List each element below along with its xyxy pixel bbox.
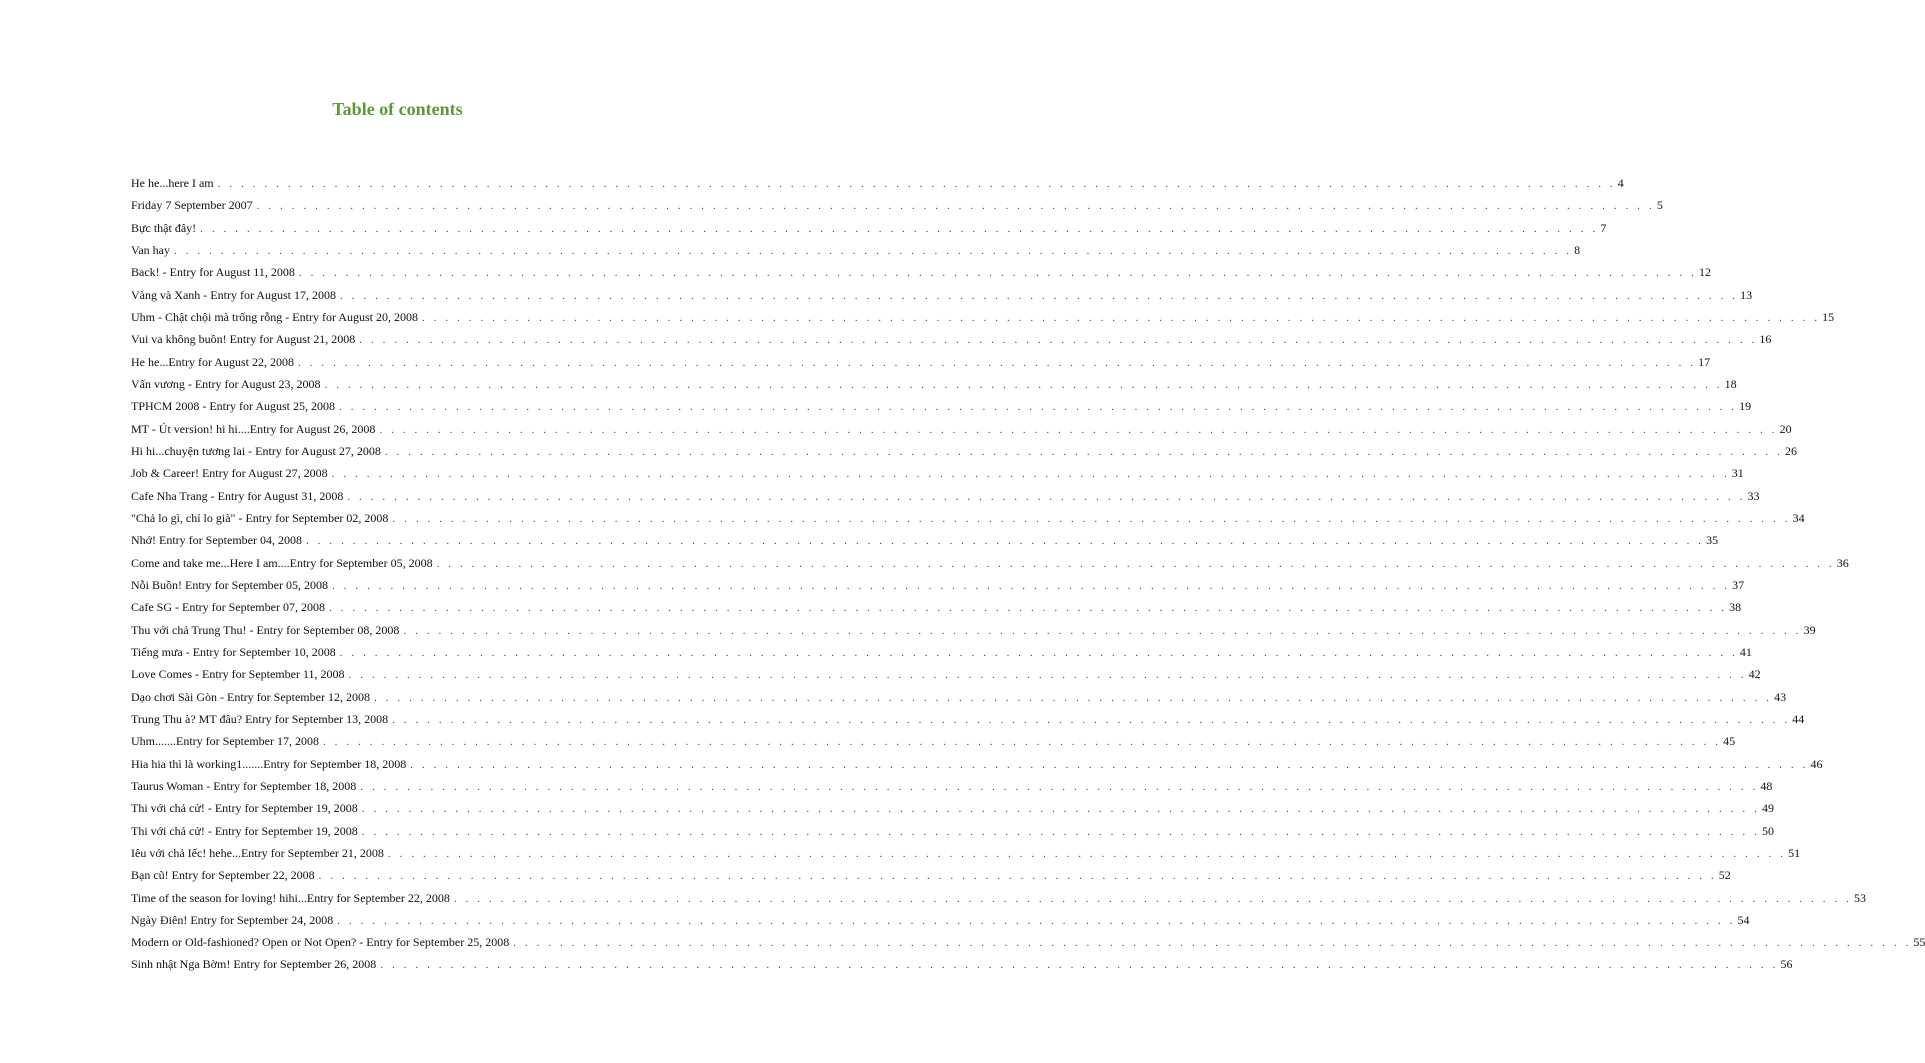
- toc-entry-page-number: 34: [1792, 510, 1805, 525]
- toc-entry[interactable]: [131, 957, 1793, 979]
- toc-entry-page-number: 31: [1731, 466, 1744, 481]
- toc-entry-page-number: 53: [1854, 890, 1866, 905]
- toc-entry[interactable]: [131, 711, 1805, 734]
- toc-entry-title[interactable]: Nỗi Buồn! Entry for September 05, 2008: [131, 577, 328, 592]
- toc-entry[interactable]: [131, 287, 1753, 310]
- toc-entry-page-number: 8: [1574, 242, 1581, 257]
- dot-leader: . . . . . . . . . . . . . . . . . . . . . . . . . . . . . . . . . . . . . . . . . . . . . . . . . . . . . . . . . . . . . . . . . . . . . . . . . . . . . . . . . . . . . . . . . . . . . . . . . . . . . . . . . . . . . . . . . . . . . . . .: [392, 512, 1791, 525]
- toc-entry-title[interactable]: Cafe Nha Trang - Entry for August 31, 2008: [131, 488, 344, 503]
- page-title: Table of contents: [332, 99, 463, 119]
- toc-entry-title[interactable]: Bực thật đây!: [131, 220, 197, 235]
- toc-entry[interactable]: [131, 488, 1760, 511]
- toc-entry-page-number: 16: [1759, 332, 1772, 347]
- toc-entry-title[interactable]: Thi với chả cử! - Entry for September 19, 2008: [131, 823, 358, 838]
- toc-entry-title[interactable]: TPHCM 2008 - Entry for August 25, 2008: [131, 399, 335, 414]
- toc-entry-title[interactable]: Thu với chả Trung Thu! - Entry for September 08, 2008: [131, 622, 400, 637]
- toc-entry[interactable]: [131, 510, 1805, 533]
- toc-entry[interactable]: [131, 220, 1607, 243]
- toc-entry[interactable]: [131, 622, 1816, 645]
- dot-leader: . . . . . . . . . . . . . . . . . . . . . . . . . . . . . . . . . . . . . . . . . . . . . . . . . . . . . . . . . . . . . . . . . . . . . . . . . . . . . . . . . . . . . . . . . . . . . . . . . . . . . . . . . . . . . . . . . . . . . . . .: [318, 870, 1717, 883]
- toc-entry-page-number: 51: [1788, 845, 1801, 860]
- toc-entry[interactable]: [131, 555, 1849, 578]
- toc-entry-title[interactable]: Back! - Entry for August 11, 2008: [131, 265, 295, 280]
- toc-entry[interactable]: [131, 421, 1792, 444]
- toc-entry-page-number: 43: [1774, 689, 1787, 704]
- dot-leader: . . . . . . . . . . . . . . . . . . . . . . . . . . . . . . . . . . . . . . . . . . . . . . . . . . . . . . . . . . . . . . . . . . . . . . . . . . . . . . . . . . . . . . . . . . . . . . . . . . . . . . . . . . . . . . . . . . . . . . . .: [322, 736, 1722, 749]
- toc-entry-title[interactable]: Modern or Old-fashioned? Open or Not Open? - Entry for September 25, 2008: [131, 935, 510, 950]
- toc-entry-page-number: 33: [1747, 488, 1760, 503]
- toc-entry-page-number: 56: [1780, 957, 1793, 972]
- toc-entry-page-number: 26: [1784, 443, 1797, 458]
- dot-leader: . . . . . . . . . . . . . . . . . . . . . . . . . . . . . . . . . . . . . . . . . . . . . . . . . . . . . . . . . . . . . . . . . . . . . . . . . . . . . . . . . . . . . . . . . . . . . . . . . . . . . . . . . . . . . . . . . . . . . . . .: [513, 937, 1912, 950]
- toc-entry-title[interactable]: Hi hi...chuyện tương lai - Entry for August 27, 2008: [131, 443, 381, 458]
- toc-entry[interactable]: [131, 198, 1663, 220]
- toc-entry[interactable]: [131, 533, 1719, 555]
- toc-entry-title[interactable]: Uhm.......Entry for September 17, 2008: [131, 734, 319, 749]
- toc-entry-page-number: 37: [1732, 577, 1745, 592]
- dot-leader: . . . . . . . . . . . . . . . . . . . . . . . . . . . . . . . . . . . . . . . . . . . . . . . . . . . . . . . . . . . . . . . . . . . . . . . . . . . . . . . . . . . . . . . . . . . . . . . . . . . . . . . . . . . . . . . . . . . . . . . .: [380, 959, 1779, 972]
- toc-entry[interactable]: [131, 756, 1823, 779]
- toc-entry-title[interactable]: Job & Career! Entry for August 27, 2008: [131, 466, 328, 481]
- toc-entry-page-number: 48: [1760, 778, 1773, 793]
- toc-entry[interactable]: [131, 176, 1624, 198]
- toc-entry-page-number: 38: [1729, 600, 1742, 615]
- toc-entry[interactable]: [131, 443, 1797, 466]
- toc-entry-page-number: 49: [1761, 801, 1774, 816]
- dot-leader: . . . . . . . . . . . . . . . . . . . . . . . . . . . . . . . . . . . . . . . . . . . . . . . . . . . . . . . . . . . . . . . . . . . . . . . . . . . . . . . . . . . . . . . . . . . . . . . . . . . . . . . . . . . . . . . . . . . . . . . .: [453, 892, 1852, 905]
- toc-entry-page-number: 12: [1699, 265, 1712, 280]
- toc-entry-page-number: 7: [1600, 220, 1607, 235]
- toc-entry[interactable]: [131, 890, 1866, 913]
- dot-leader: . . . . . . . . . . . . . . . . . . . . . . . . . . . . . . . . . . . . . . . . . . . . . . . . . . . . . . . . . . . . . . . . . . . . . . . . . . . . . . . . . . . . . . . . . . . . . . . . . . . . . . . . . . . . . . . . . . . . . . . .: [305, 535, 1705, 548]
- toc-entry-title[interactable]: Come and take me...Here I am....Entry for September 05, 2008: [131, 555, 433, 570]
- toc-entry-title[interactable]: Vàng và Xanh - Entry for August 17, 2008: [131, 287, 336, 302]
- dot-leader: . . . . . . . . . . . . . . . . . . . . . . . . . . . . . . . . . . . . . . . . . . . . . . . . . . . . . . . . . . . . . . . . . . . . . . . . . . . . . . . . . . . . . . . . . . . . . . . . . . . . . . . . . . . . . . . . . . . . . . . .: [361, 825, 1760, 838]
- toc-entry-title[interactable]: Nhớ! Entry for September 04, 2008: [131, 533, 302, 548]
- toc-entry[interactable]: [131, 600, 1742, 622]
- toc-entry-page-number: 13: [1740, 287, 1753, 302]
- toc-entry-title[interactable]: Thi với chả cử! - Entry for September 19, 2008: [131, 801, 358, 816]
- toc-entry[interactable]: [131, 265, 1712, 287]
- toc-entry-title[interactable]: Vui va không buồn! Entry for August 21, 2008: [131, 332, 356, 347]
- toc-entry-title[interactable]: "Chả lo gì, chỉ lo già" - Entry for September 02, 2008: [131, 510, 389, 525]
- dot-leader: . . . . . . . . . . . . . . . . . . . . . . . . . . . . . . . . . . . . . . . . . . . . . . . . . . . . . . . . . . . . . . . . . . . . . . . . . . . . . . . . . . . . . . . . . . . . . . . . . . . . . . . . . . . . . . . . . . . . . . . .: [359, 334, 1758, 347]
- toc-entry-title[interactable]: Tiếng mưa - Entry for September 10, 2008: [131, 644, 336, 659]
- dot-leader: . . . . . . . . . . . . . . . . . . . . . . . . . . . . . . . . . . . . . . . . . . . . . . . . . . . . . . . . . . . . . . . . . . . . . . . . . . . . . . . . . . . . . . . . . . . . . . . . . . . . . . . . . . . . . . . . . . . . . . . .: [392, 713, 1791, 726]
- toc-entry-title[interactable]: Time of the season for loving! hihi...Entry for September 22, 2008: [131, 890, 450, 905]
- toc-entry[interactable]: [131, 734, 1736, 756]
- dot-leader: . . . . . . . . . . . . . . . . . . . . . . . . . . . . . . . . . . . . . . . . . . . . . . . . . . . . . . . . . . . . . . . . . . . . . . . . . . . . . . . . . . . . . . . . . . . . . . . . . . . . . . . . . . . . . . . . . . . . . . . .: [200, 222, 1599, 235]
- dot-leader: . . . . . . . . . . . . . . . . . . . . . . . . . . . . . . . . . . . . . . . . . . . . . . . . . . . . . . . . . . . . . . . . . . . . . . . . . . . . . . . . . . . . . . . . . . . . . . . . . . . . . . . . . . . . . . . . . . . . . . . .: [421, 311, 1821, 324]
- dot-leader: . . . . . . . . . . . . . . . . . . . . . . . . . . . . . . . . . . . . . . . . . . . . . . . . . . . . . . . . . . . . . . . . . . . . . . . . . . . . . . . . . . . . . . . . . . . . . . . . . . . . . . . . . . . . . . . . . . . . . . . .: [384, 445, 1783, 458]
- dot-leader: . . . . . . . . . . . . . . . . . . . . . . . . . . . . . . . . . . . . . . . . . . . . . . . . . . . . . . . . . . . . . . . . . . . . . . . . . . . . . . . . . . . . . . . . . . . . . . . . . . . . . . . . . . . . . . . . . . . . . . . .: [387, 847, 1787, 860]
- toc-entry[interactable]: [131, 667, 1761, 689]
- toc-entry-title[interactable]: Vấn vương - Entry for August 23, 2008: [131, 376, 321, 391]
- toc-entry-page-number: 17: [1698, 354, 1711, 369]
- toc-entry-page-number: 18: [1724, 376, 1737, 391]
- dot-leader: . . . . . . . . . . . . . . . . . . . . . . . . . . . . . . . . . . . . . . . . . . . . . . . . . . . . . . . . . . . . . . . . . . . . . . . . . . . . . . . . . . . . . . . . . . . . . . . . . . . . . . . . . . . . . . . . . . . . . . . .: [331, 579, 1731, 592]
- dot-leader: . . . . . . . . . . . . . . . . . . . . . . . . . . . . . . . . . . . . . . . . . . . . . . . . . . . . . . . . . . . . . . . . . . . . . . . . . . . . . . . . . . . . . . . . . . . . . . . . . . . . . . . . . . . . . . . . . . . . . . . .: [373, 691, 1773, 704]
- toc-entry[interactable]: [131, 309, 1835, 332]
- dot-leader: . . . . . . . . . . . . . . . . . . . . . . . . . . . . . . . . . . . . . . . . . . . . . . . . . . . . . . . . . . . . . . . . . . . . . . . . . . . . . . . . . . . . . . . . . . . . . . . . . . . . . . . . . . . . . . . . . . . . . . . .: [328, 602, 1728, 615]
- dot-leader: . . . . . . . . . . . . . . . . . . . . . . . . . . . . . . . . . . . . . . . . . . . . . . . . . . . . . . . . . . . . . . . . . . . . . . . . . . . . . . . . . . . . . . . . . . . . . . . . . . . . . . . . . . . . . . . . . . . . . . . .: [436, 557, 1835, 570]
- toc-entry[interactable]: [131, 689, 1787, 712]
- toc-entry-page-number: 5: [1656, 198, 1663, 213]
- dot-leader: . . . . . . . . . . . . . . . . . . . . . . . . . . . . . . . . . . . . . . . . . . . . . . . . . . . . . . . . . . . . . . . . . . . . . . . . . . . . . . . . . . . . . . . . . . . . . . . . . . . . . . . . . . . . . . . . . . . . . . . .: [256, 200, 1655, 213]
- toc-entry-title[interactable]: MT - Út version! hi hi....Entry for August 26, 2008: [131, 421, 376, 436]
- toc-entry-page-number: 19: [1739, 399, 1752, 414]
- toc-entry[interactable]: [131, 376, 1737, 399]
- toc-entry-title[interactable]: Bạn cũ! Entry for September 22, 2008: [131, 868, 315, 883]
- toc-entry[interactable]: [131, 823, 1774, 846]
- dot-leader: . . . . . . . . . . . . . . . . . . . . . . . . . . . . . . . . . . . . . . . . . . . . . . . . . . . . . . . . . . . . . . . . . . . . . . . . . . . . . . . . . . . . . . . . . . . . . . . . . . . . . . . . . . . . . . . . . . . . . . . .: [339, 289, 1739, 302]
- toc-entry[interactable]: [131, 801, 1774, 823]
- toc-entry-page-number: 42: [1748, 667, 1761, 682]
- toc-entry-title[interactable]: Hia hia thì là working1.......Entry for September 18, 2008: [131, 756, 407, 771]
- toc-entry-title[interactable]: Trung Thu à? MT đâu? Entry for September 13, 2008: [131, 711, 389, 726]
- toc-entry[interactable]: [131, 644, 1752, 667]
- toc-list: [131, 176, 1925, 980]
- toc-entry-title[interactable]: He he...Entry for August 22, 2008: [131, 354, 294, 369]
- dot-leader: . . . . . . . . . . . . . . . . . . . . . . . . . . . . . . . . . . . . . . . . . . . . . . . . . . . . . . . . . . . . . . . . . . . . . . . . . . . . . . . . . . . . . . . . . . . . . . . . . . . . . . . . . . . . . . . . . . . . . . . .: [379, 423, 1778, 436]
- dot-leader: . . . . . . . . . . . . . . . . . . . . . . . . . . . . . . . . . . . . . . . . . . . . . . . . . . . . . . . . . . . . . . . . . . . . . . . . . . . . . . . . . . . . . . . . . . . . . . . . . . . . . . . . . . . . . . . . . . . . . . . .: [348, 669, 1747, 682]
- dot-leader: . . . . . . . . . . . . . . . . . . . . . . . . . . . . . . . . . . . . . . . . . . . . . . . . . . . . . . . . . . . . . . . . . . . . . . . . . . . . . . . . . . . . . . . . . . . . . . . . . . . . . . . . . . . . . . . . . . . . . . . .: [174, 244, 1573, 257]
- dot-leader: . . . . . . . . . . . . . . . . . . . . . . . . . . . . . . . . . . . . . . . . . . . . . . . . . . . . . . . . . . . . . . . . . . . . . . . . . . . . . . . . . . . . . . . . . . . . . . . . . . . . . . . . . . . . . . . . . . . . . . . .: [410, 758, 1809, 771]
- dot-leader: . . . . . . . . . . . . . . . . . . . . . . . . . . . . . . . . . . . . . . . . . . . . . . . . . . . . . . . . . . . . . . . . . . . . . . . . . . . . . . . . . . . . . . . . . . . . . . . . . . . . . . . . . . . . . . . . . . . . . . . .: [339, 646, 1738, 659]
- toc-entry-page-number: 20: [1779, 421, 1792, 436]
- dot-leader: . . . . . . . . . . . . . . . . . . . . . . . . . . . . . . . . . . . . . . . . . . . . . . . . . . . . . . . . . . . . . . . . . . . . . . . . . . . . . . . . . . . . . . . . . . . . . . . . . . . . . . . . . . . . . . . . . . . . . . . .: [339, 401, 1738, 414]
- toc-entry-page-number: 35: [1706, 533, 1719, 548]
- dot-leader: . . . . . . . . . . . . . . . . . . . . . . . . . . . . . . . . . . . . . . . . . . . . . . . . . . . . . . . . . . . . . . . . . . . . . . . . . . . . . . . . . . . . . . . . . . . . . . . . . . . . . . . . . . . . . . . . . . . . . . . .: [297, 356, 1697, 369]
- dot-leader: . . . . . . . . . . . . . . . . . . . . . . . . . . . . . . . . . . . . . . . . . . . . . . . . . . . . . . . . . . . . . . . . . . . . . . . . . . . . . . . . . . . . . . . . . . . . . . . . . . . . . . . . . . . . . . . . . . . . . . . .: [331, 468, 1730, 481]
- toc-entry-title[interactable]: Friday 7 September 2007: [131, 198, 253, 213]
- dot-leader: . . . . . . . . . . . . . . . . . . . . . . . . . . . . . . . . . . . . . . . . . . . . . . . . . . . . . . . . . . . . . . . . . . . . . . . . . . . . . . . . . . . . . . . . . . . . . . . . . . . . . . . . . . . . . . . . . . . . . . . .: [298, 267, 1698, 280]
- toc-entry-page-number: 41: [1739, 644, 1752, 659]
- toc-entry-page-number: 46: [1810, 756, 1823, 771]
- dot-leader: . . . . . . . . . . . . . . . . . . . . . . . . . . . . . . . . . . . . . . . . . . . . . . . . . . . . . . . . . . . . . . . . . . . . . . . . . . . . . . . . . . . . . . . . . . . . . . . . . . . . . . . . . . . . . . . . . . . . . . . .: [361, 803, 1760, 816]
- toc-entry-title[interactable]: Van hay: [131, 242, 170, 257]
- toc-entry-page-number: 39: [1803, 622, 1816, 637]
- toc-entry-title[interactable]: Dạo chơi Sài Gòn - Entry for September 12, 2008: [131, 689, 370, 704]
- toc-entry[interactable]: [131, 466, 1744, 488]
- toc-entry-page-number: 54: [1737, 912, 1750, 927]
- toc-entry-page-number: 44: [1792, 711, 1805, 726]
- toc-entry[interactable]: [131, 845, 1801, 868]
- toc-entry-page-number: 15: [1822, 309, 1835, 324]
- toc-entry-title[interactable]: Iêu với chả Iếc! hehe...Entry for September 21, 2008: [131, 845, 384, 860]
- toc-entry[interactable]: [131, 778, 1773, 801]
- toc-entry-page-number: 52: [1718, 868, 1731, 883]
- toc-entry-page-number: 4: [1617, 176, 1624, 190]
- toc-entry-title[interactable]: Love Comes - Entry for September 11, 2008: [131, 667, 345, 682]
- toc-entry[interactable]: [131, 354, 1711, 377]
- toc-entry-title[interactable]: Taurus Woman - Entry for September 18, 2008: [131, 778, 357, 793]
- dot-leader: . . . . . . . . . . . . . . . . . . . . . . . . . . . . . . . . . . . . . . . . . . . . . . . . . . . . . . . . . . . . . . . . . . . . . . . . . . . . . . . . . . . . . . . . . . . . . . . . . . . . . . . . . . . . . . . . . . . . . . . .: [217, 178, 1616, 190]
- dot-leader: . . . . . . . . . . . . . . . . . . . . . . . . . . . . . . . . . . . . . . . . . . . . . . . . . . . . . . . . . . . . . . . . . . . . . . . . . . . . . . . . . . . . . . . . . . . . . . . . . . . . . . . . . . . . . . . . . . . . . . . .: [347, 490, 1746, 503]
- toc-entry[interactable]: [131, 935, 1925, 957]
- toc-entry-title[interactable]: Cafe SG - Entry for September 07, 2008: [131, 600, 325, 615]
- toc-entry-title[interactable]: Sinh nhật Nga Bờm! Entry for September 26, 2008: [131, 957, 377, 972]
- dot-leader: . . . . . . . . . . . . . . . . . . . . . . . . . . . . . . . . . . . . . . . . . . . . . . . . . . . . . . . . . . . . . . . . . . . . . . . . . . . . . . . . . . . . . . . . . . . . . . . . . . . . . . . . . . . . . . . . . . . . . . . .: [360, 780, 1759, 793]
- dot-leader: . . . . . . . . . . . . . . . . . . . . . . . . . . . . . . . . . . . . . . . . . . . . . . . . . . . . . . . . . . . . . . . . . . . . . . . . . . . . . . . . . . . . . . . . . . . . . . . . . . . . . . . . . . . . . . . . . . . . . . . .: [403, 624, 1802, 637]
- toc-entry-page-number: 55: [1913, 935, 1925, 950]
- toc-entry-title[interactable]: He he...here I am: [131, 176, 214, 190]
- toc-entry[interactable]: [131, 912, 1750, 935]
- dot-leader: . . . . . . . . . . . . . . . . . . . . . . . . . . . . . . . . . . . . . . . . . . . . . . . . . . . . . . . . . . . . . . . . . . . . . . . . . . . . . . . . . . . . . . . . . . . . . . . . . . . . . . . . . . . . . . . . . . . . . . . .: [337, 914, 1736, 927]
- toc-entry-page-number: 45: [1723, 734, 1736, 749]
- toc-entry-page-number: 50: [1761, 823, 1774, 838]
- toc-entry[interactable]: [131, 577, 1745, 600]
- toc-entry[interactable]: [131, 332, 1772, 354]
- toc-entry[interactable]: [131, 868, 1731, 890]
- toc-entry[interactable]: [131, 242, 1581, 265]
- toc-entry-title[interactable]: Ngày Điên! Entry for September 24, 2008: [131, 912, 334, 927]
- toc-entry-page-number: 36: [1836, 555, 1849, 570]
- toc-entry[interactable]: [131, 399, 1752, 421]
- dot-leader: . . . . . . . . . . . . . . . . . . . . . . . . . . . . . . . . . . . . . . . . . . . . . . . . . . . . . . . . . . . . . . . . . . . . . . . . . . . . . . . . . . . . . . . . . . . . . . . . . . . . . . . . . . . . . . . . . . . . . . . .: [324, 378, 1723, 391]
- toc-entry-title[interactable]: Uhm - Chật chội mà trống rỗng - Entry for August 20, 2008: [131, 309, 418, 324]
